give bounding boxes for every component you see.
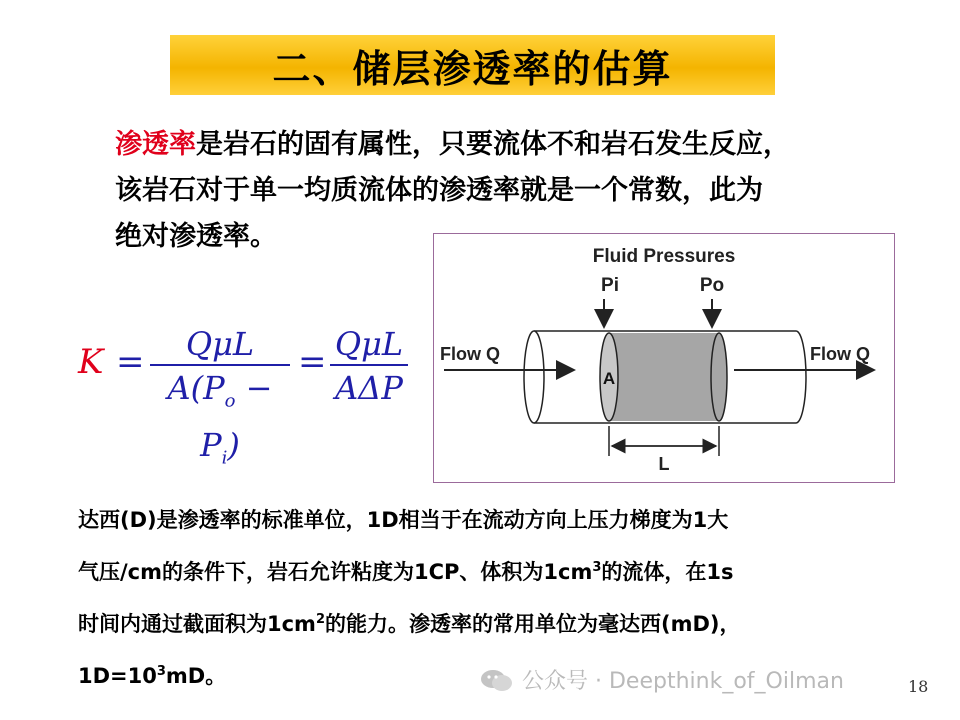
para2-line4-sup: 3: [156, 664, 166, 679]
den1-minus: − P: [200, 369, 273, 465]
watermark-text: 公众号 · Deepthink_of_Oilman: [522, 669, 844, 694]
para2-line4a: 1D=10: [78, 664, 157, 688]
formula-equals-2: =: [298, 342, 327, 382]
label-flow-in: Flow Q: [440, 344, 500, 364]
para2-line3-sup: 2: [315, 612, 325, 627]
label-pi: Pi: [601, 275, 619, 296]
den1-sub-o: o: [224, 390, 236, 412]
formula-fraction-1: [150, 324, 290, 469]
tube-left-end: [524, 331, 544, 423]
para2-line2a: 气压/cm的条件下，岩石允许粘度为1CP、体积为1cm: [78, 560, 593, 584]
term-highlight: 渗透率: [115, 129, 196, 160]
formula-k: K: [78, 342, 104, 382]
para2-line2: [78, 544, 898, 596]
para2-line2-sup: 3: [592, 560, 602, 575]
para2-line3a: 时间内通过截面积为1cm: [78, 612, 316, 636]
para2-line2b: 的流体，在1s: [601, 560, 734, 584]
fraction1-denominator: [150, 366, 290, 469]
para1-line3: 绝对渗透率。: [115, 221, 277, 252]
slide-title: 二、储层渗透率的估算: [272, 46, 673, 91]
core-right-face: [711, 333, 727, 421]
para1-line1: [115, 122, 915, 168]
fraction2-numerator: QμL: [334, 325, 404, 363]
label-po: Po: [699, 275, 725, 296]
para2-line3b: 的能力。渗透率的常用单位为毫达西(mD)，: [325, 612, 741, 636]
para2-line1: 达西(D)是渗透率的标准单位，1D相当于在流动方向上压力梯度为1大: [78, 508, 729, 532]
para2-line3: [78, 596, 898, 648]
para1-line1-rest: 是岩石的固有属性，只要流体不和岩石发生反应，: [196, 129, 790, 160]
flow-diagram-svg: [434, 234, 894, 482]
fraction1-numerator: QμL: [185, 325, 255, 363]
label-area: A: [602, 369, 616, 388]
den1-sub-i: i: [221, 447, 228, 469]
title-banner: [170, 35, 775, 95]
para2-line4b: mD。: [165, 664, 227, 688]
fraction2-denominator: AΔP: [335, 369, 403, 407]
den1-prefix: A(P: [167, 369, 225, 407]
diagram-title: Fluid Pressures: [592, 246, 736, 267]
formula-fraction-2: [330, 324, 408, 406]
label-length: L: [658, 454, 670, 474]
formula-equals-1: =: [116, 342, 145, 382]
label-flow-out: Flow Q: [810, 344, 870, 364]
den1-suffix: ): [227, 426, 240, 465]
watermark: [480, 664, 844, 695]
flow-diagram: [433, 233, 895, 483]
darcy-formula: [78, 318, 438, 469]
core-sample: [609, 333, 719, 421]
page-number: 18: [908, 677, 929, 696]
wechat-icon: [480, 668, 514, 692]
para1-line2: 该岩石对于单一均质流体的渗透率就是一个常数，此为: [115, 175, 763, 206]
